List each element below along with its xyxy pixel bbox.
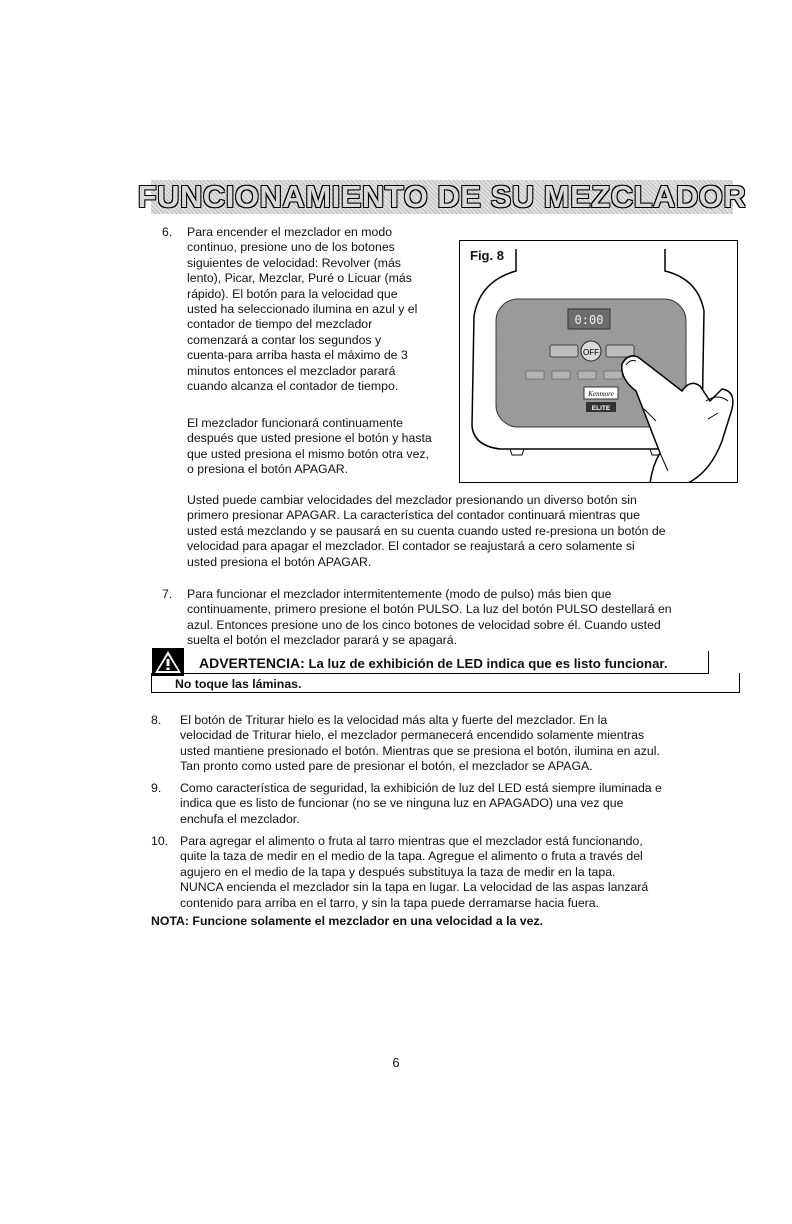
text-line: usted mantiene presionado el botón. Mientras que se presiona el botón, ilumina en azul. — [180, 743, 660, 758]
step-10-paragraph — [180, 834, 648, 911]
text-line: NUNCA encienda el mezclador sin la tapa en lugar. La velocidad de las aspas lanzará — [180, 880, 649, 895]
model-text: ELITE — [591, 405, 611, 412]
text-line: suelta el botón el mezclador parará y se apagará. — [187, 633, 458, 648]
step-6-paragraph-1 — [187, 225, 417, 394]
text-line: rápido). El botón para la velocidad que — [187, 286, 398, 301]
step-7-number: 7. — [162, 587, 173, 601]
step-6-paragraph-2 — [187, 416, 432, 478]
speed-button — [526, 371, 544, 379]
text-line: cuenta-para arriba hasta el máximo de 3 — [187, 348, 408, 363]
text-line: Para encender el mezclador en modo — [187, 225, 393, 239]
text-line: velocidad de Triturar hielo, el mezclador permanecerá encendido solamente mientras — [180, 728, 645, 743]
text-line: agujero en el medio de la tapa y después substituya la taza de medir en la tapa. — [180, 864, 616, 879]
text-line: comenzará a contar los segundos y — [187, 332, 382, 347]
step-10-number: 10. — [151, 834, 169, 848]
warning-text: La luz de exhibición de LED indica que es listo funcionar. — [304, 656, 668, 671]
step-9-paragraph — [180, 781, 662, 827]
text-line: minutos entonces el mezclador parará — [187, 363, 396, 378]
text-line: siguientes de velocidad: Revolver (más — [187, 255, 401, 270]
blender-control-panel-illustration — [460, 241, 738, 483]
text-line: El mezclador funcionará continuamente — [187, 416, 404, 430]
text-line: usted presiona el botón APAGAR. — [187, 554, 372, 569]
speed-button — [604, 371, 622, 379]
warning-title — [199, 655, 668, 671]
warning-triangle-icon — [152, 648, 184, 676]
section-title: FUNCIONAMIENTO DE SU MEZCLADOR — [137, 179, 747, 214]
text-line: Tan pronto como usted pare de presionar el botón, el mezclador se APAGA. — [180, 759, 593, 774]
step-8-paragraph — [180, 713, 660, 775]
note-text: NOTA: Funcione solamente el mezclador en una velocidad a la vez. — [151, 914, 544, 928]
warning-subtext: No toque las láminas. — [175, 677, 302, 691]
text-line: lento), Picar, Mezclar, Puré o Licuar (más — [187, 271, 412, 286]
step-7-paragraph — [187, 587, 672, 649]
text-line: usted está mezclando y se pausará en su cuenta cuando usted re-presiona un botón de — [187, 523, 666, 538]
pulse-button — [606, 345, 634, 357]
text-line: azul. Entonces presione uno de los cinco botones de velocidad sobre él. Cuando usted — [187, 617, 661, 632]
page-number: 6 — [392, 1055, 400, 1070]
text-line: Para funcionar el mezclador intermitentemente (modo de pulso) más bien que — [187, 587, 612, 601]
warning-label: ADVERTENCIA: — [199, 655, 305, 671]
brand-text: Kenmore — [588, 390, 614, 398]
text-line: primero presionar APAGAR. La característica del contador continuará mientras que — [187, 508, 640, 523]
text-line: quite la taza de medir en el medio de la tapa. Agregue el alimento o fruta a través del — [180, 849, 643, 864]
step-8-number: 8. — [151, 713, 162, 727]
step-6-paragraph-3 — [187, 493, 666, 570]
text-line: que usted presiona el mismo botón otra vez, — [187, 446, 429, 461]
figure-label: Fig. 8 — [470, 248, 504, 263]
section-title-banner — [137, 179, 747, 214]
text-line: usted ha seleccionado ilumina en azul y el — [187, 302, 418, 317]
speed-button — [550, 345, 578, 357]
text-line: después que usted presione el botón y hasta — [187, 431, 432, 446]
text-line: continuamente, primero presione el botón PULSO. La luz del botón PULSO destellará en — [187, 602, 672, 617]
speed-button — [578, 371, 596, 379]
text-line: Como característica de seguridad, la exhibición de luz del LED está siempre iluminada e — [180, 781, 662, 795]
text-line: Para agregar el alimento o fruta al tarro mientras que el mezclador está funcionando, — [180, 834, 643, 848]
figure-8 — [459, 240, 738, 483]
speed-button — [552, 371, 570, 379]
text-line: cuando alcanza el contador de tiempo. — [187, 379, 399, 394]
text-line: Usted puede cambiar velocidades del mezclador presionando un diverso botón sin — [187, 493, 637, 507]
text-line: continuo, presione uno de los botones — [187, 240, 395, 255]
text-line: velocidad para apagar el mezclador. El contador se reajustará a cero solamente si — [187, 539, 635, 554]
text-line: contador de tiempo del mezclador — [187, 317, 373, 332]
text-line: o presiona el botón APAGAR. — [187, 462, 349, 477]
led-display-text: 0:00 — [574, 313, 604, 327]
text-line: enchufa el mezclador. — [180, 811, 300, 826]
step-6-number: 6. — [162, 225, 173, 239]
off-button-label: OFF — [583, 348, 599, 357]
step-9-number: 9. — [151, 781, 162, 795]
text-line: contenido para arriba en el tarro, y sin la tapa puede derramarse hacia fuera. — [180, 895, 600, 910]
text-line: El botón de Triturar hielo es la velocidad más alta y fuerte del mezclador. En la — [180, 713, 608, 727]
text-line: indica que es listo de funcionar (no se ve ninguna luz en APAGADO) una vez que — [180, 796, 624, 811]
